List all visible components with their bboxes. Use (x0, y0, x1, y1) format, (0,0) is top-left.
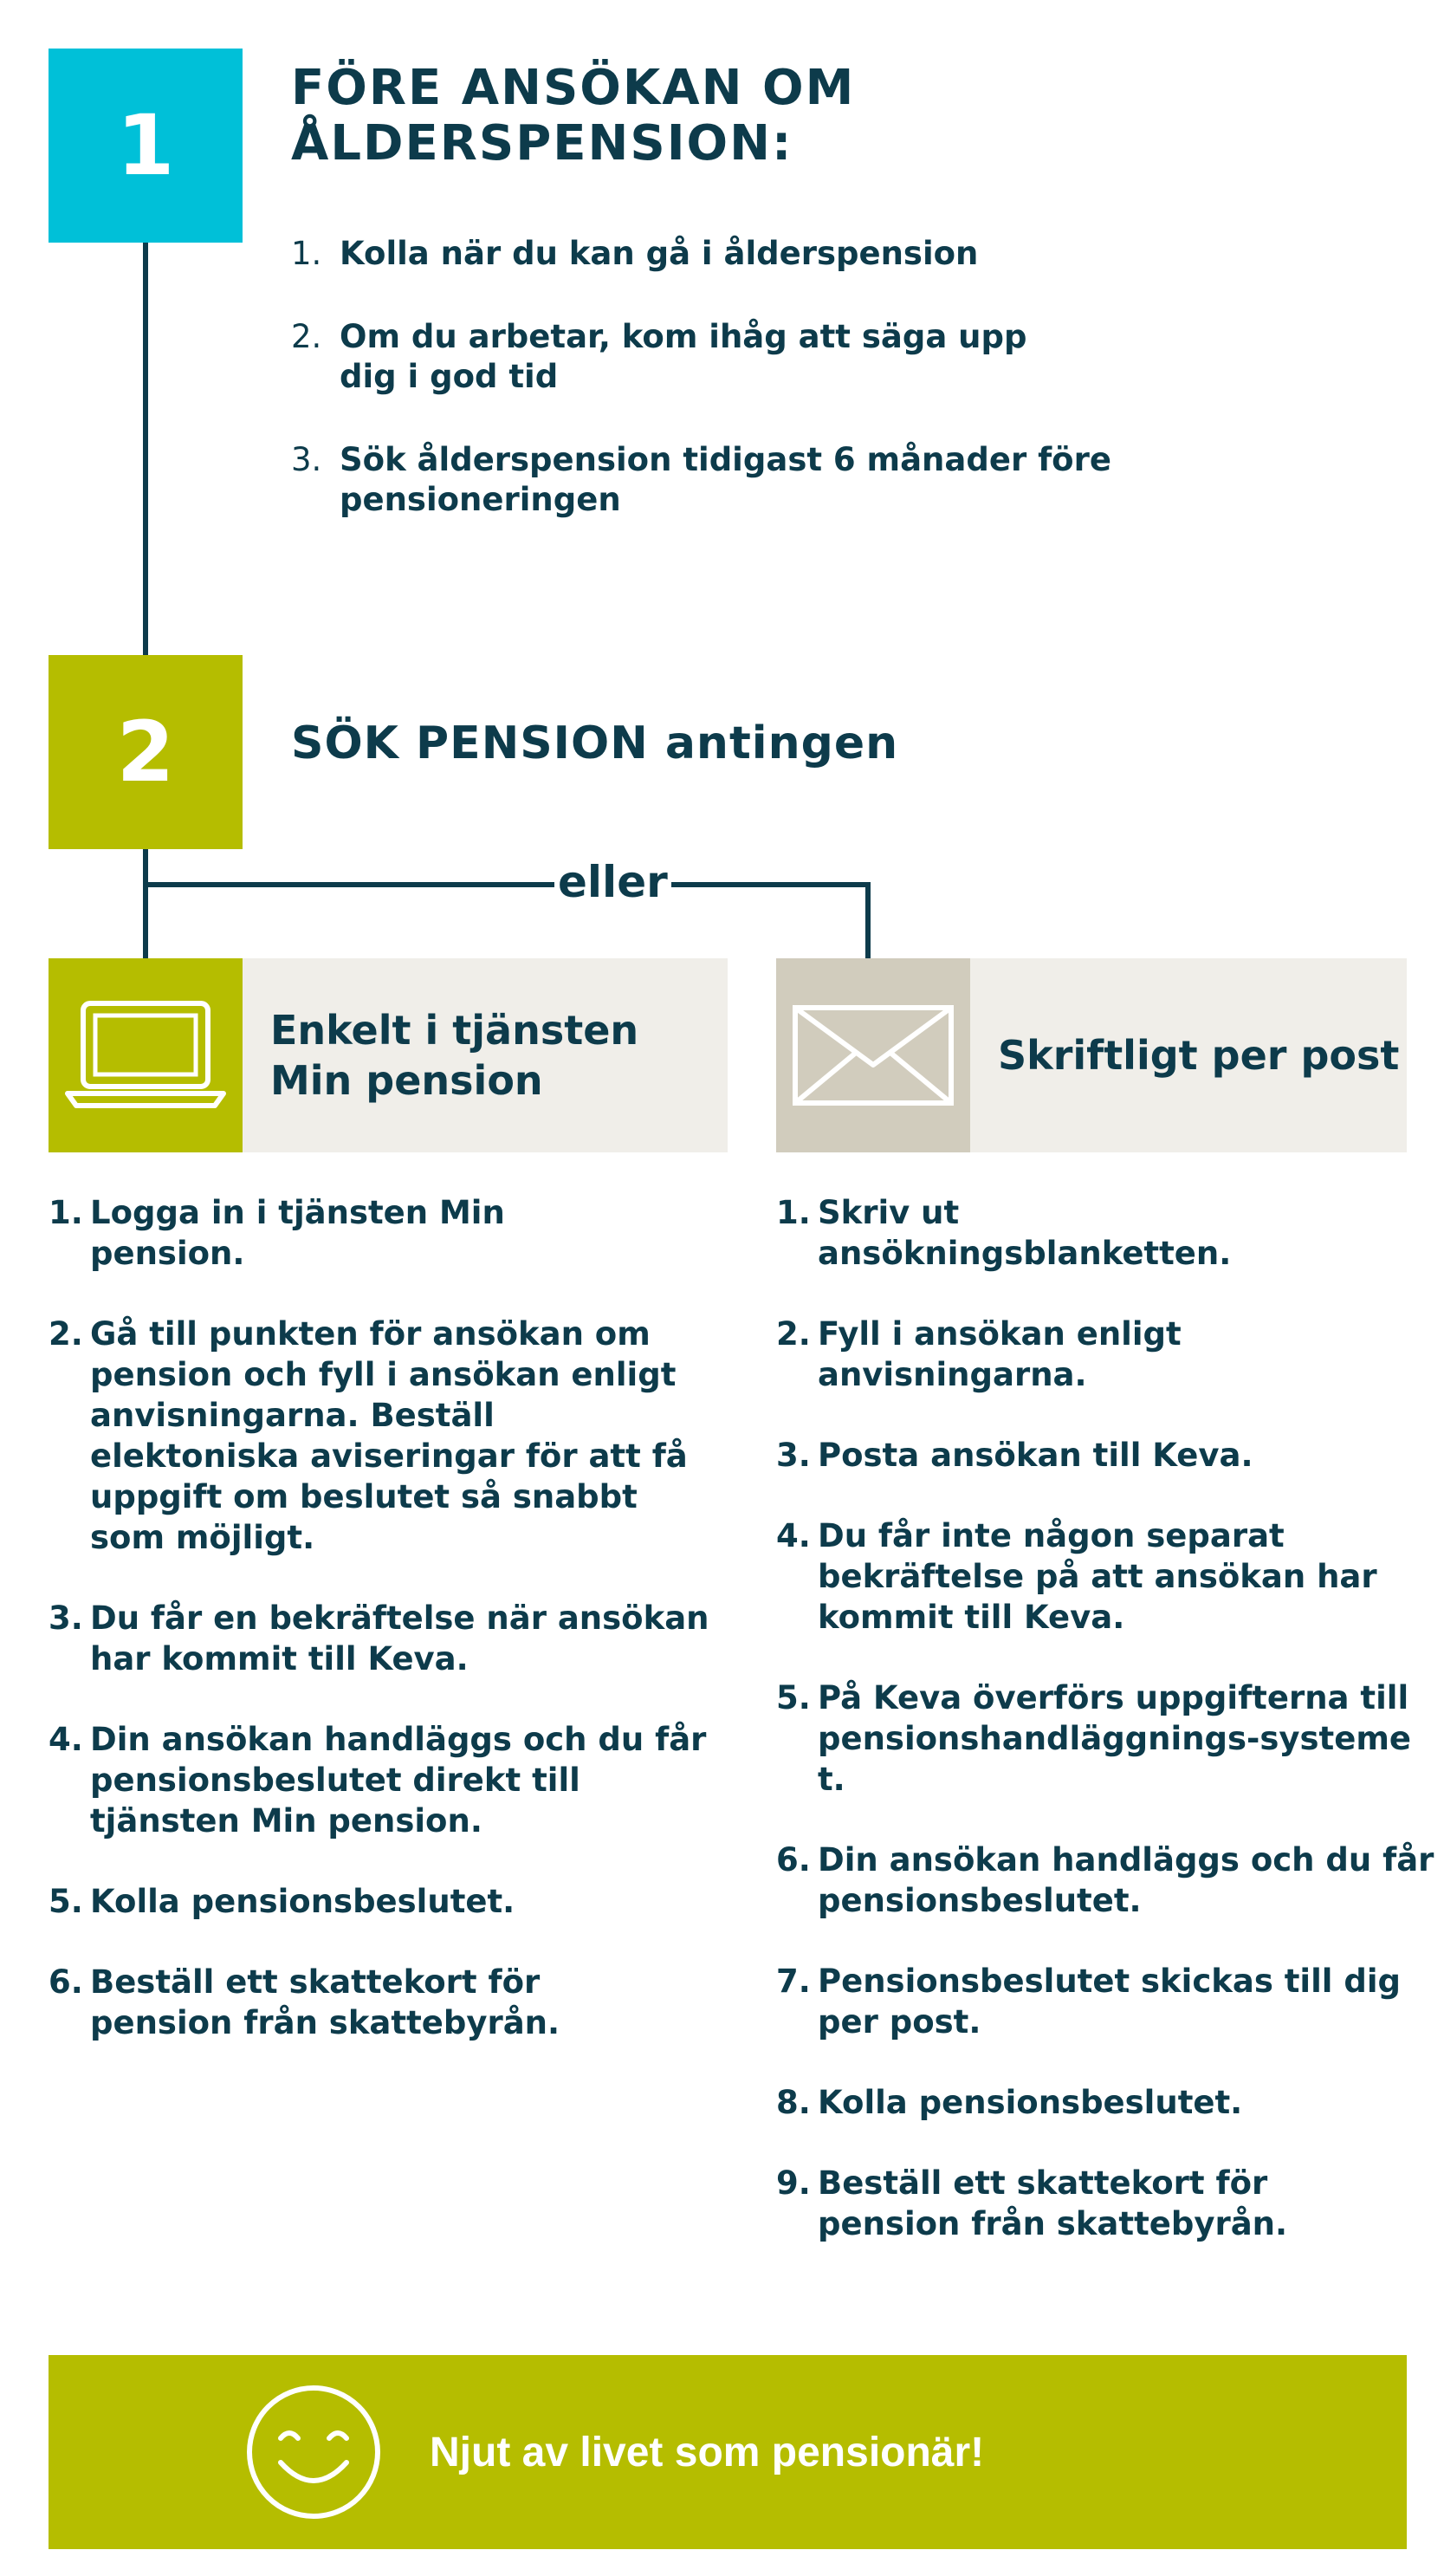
footer-text: Njut av livet som pensionär! (430, 2429, 985, 2475)
step-text: Skriv ut ansökningsblanketten. (818, 1194, 1232, 1272)
post-steps-list (776, 1192, 1434, 2284)
vertical-connector-1 (143, 243, 148, 655)
step-text: På Keva överförs uppgifterna till pensionshandläggnings-systemet. (818, 1679, 1411, 1798)
step-1-item (291, 440, 1119, 520)
online-step (49, 1719, 714, 1841)
item-text: Om du arbetar, kom ihåg att säga upp dig i god tid (340, 318, 1027, 395)
smiley-icon (243, 2381, 385, 2523)
step-text: Logga in i tjänsten Min pension. (90, 1194, 505, 1272)
step-number: 7. (776, 1963, 811, 2000)
step-2-badge: 2 (49, 655, 243, 849)
step-text: Posta ansökan till Keva. (818, 1437, 1253, 1474)
online-step (49, 1192, 592, 1274)
step-number: 2. (776, 1315, 811, 1353)
post-icon-box (776, 958, 970, 1152)
step-1-item (291, 317, 1050, 397)
step-number: 2. (49, 1315, 83, 1353)
step-text: Beställ ett skattekort för pension från skattebyrån. (818, 2164, 1288, 2242)
post-step (776, 1677, 1424, 1800)
item-number: 1. (291, 235, 322, 272)
step-text: Din ansökan handläggs och du får pensionsbeslutet direkt till tjänsten Min pension. (90, 1721, 707, 1840)
step-1-title-line-1: FÖRE ANSÖKAN OM (291, 60, 856, 116)
footer-banner (49, 2355, 1407, 2549)
step-number: 5. (776, 1679, 811, 1716)
step-text: Gå till punkten för ansökan om pension och fyll i ansökan enligt anvisningarna. Beställ elektoniska aviseringar för att få uppgift om beslutet så snabbt som möjligt. (90, 1315, 688, 1556)
step-number: 4. (776, 1517, 811, 1554)
post-option-card (776, 958, 1407, 1152)
post-step (776, 1515, 1389, 1638)
step-number: 5. (49, 1883, 83, 1920)
post-step (776, 1840, 1444, 1921)
step-text: Fyll i ansökan enligt anvisningarna. (818, 1315, 1182, 1393)
horizontal-connector (143, 882, 871, 887)
laptop-icon (59, 995, 232, 1116)
item-text: Kolla när du kan gå i ålderspension (340, 235, 979, 272)
online-step (49, 1598, 714, 1679)
step-1-title-line-2: ÅLDERSPENSION: (291, 115, 793, 172)
step-text: Du får inte någon separat bekräftelse på att ansökan har kommit till Keva. (818, 1517, 1377, 1636)
step-number: 9. (776, 2164, 811, 2202)
post-step (776, 1435, 1417, 1476)
online-steps-list (49, 1192, 709, 2083)
step-number: 3. (776, 1437, 811, 1474)
step-number: 6. (49, 1963, 83, 2001)
step-2-title: SÖK PENSION antingen (291, 717, 899, 769)
post-step (776, 2082, 1417, 2123)
step-text: Du får en bekräftelse när ansökan har kommit till Keva. (90, 1599, 709, 1677)
step-number: 8. (776, 2084, 811, 2121)
online-option-title: Enkelt i tjänsten Min pension (243, 958, 728, 1152)
step-number: 6. (776, 1841, 811, 1878)
envelope-icon (787, 999, 960, 1112)
step-1-list (291, 234, 1157, 563)
step-text: Pensionsbeslutet skickas till dig per post. (818, 1963, 1402, 2041)
online-step (49, 1962, 627, 2043)
post-step (776, 1961, 1424, 2042)
item-number: 2. (291, 318, 322, 355)
online-step (49, 1314, 696, 1558)
step-number: 4. (49, 1721, 83, 1758)
step-1-item (291, 234, 1157, 274)
item-number: 3. (291, 441, 322, 478)
step-number: 1. (49, 1194, 83, 1231)
post-step (776, 1314, 1303, 1395)
step-number: 3. (49, 1599, 83, 1637)
post-option-title: Skriftligt per post (970, 958, 1407, 1152)
step-1-badge: 1 (49, 49, 243, 243)
online-step (49, 1881, 714, 1922)
step-text: Din ansökan handläggs och du får pensionsbeslutet. (818, 1841, 1434, 1919)
step-text: Beställ ett skattekort för pension från skattebyrån. (90, 1963, 560, 2041)
item-text: Sök ålderspension tidigast 6 månader före pensioneringen (340, 441, 1111, 518)
step-number: 1. (776, 1194, 811, 1231)
post-step (776, 1192, 1303, 1274)
step-text: Kolla pensionsbeslutet. (818, 2084, 1243, 2121)
step-text: Kolla pensionsbeslutet. (90, 1883, 515, 1920)
online-icon-box (49, 958, 243, 1152)
online-option-card (49, 958, 728, 1152)
vertical-connector-3 (865, 882, 871, 958)
vertical-connector-2 (143, 849, 148, 958)
post-step (776, 2163, 1372, 2244)
connector-label: eller (554, 856, 671, 908)
step-1-title (291, 61, 1071, 172)
